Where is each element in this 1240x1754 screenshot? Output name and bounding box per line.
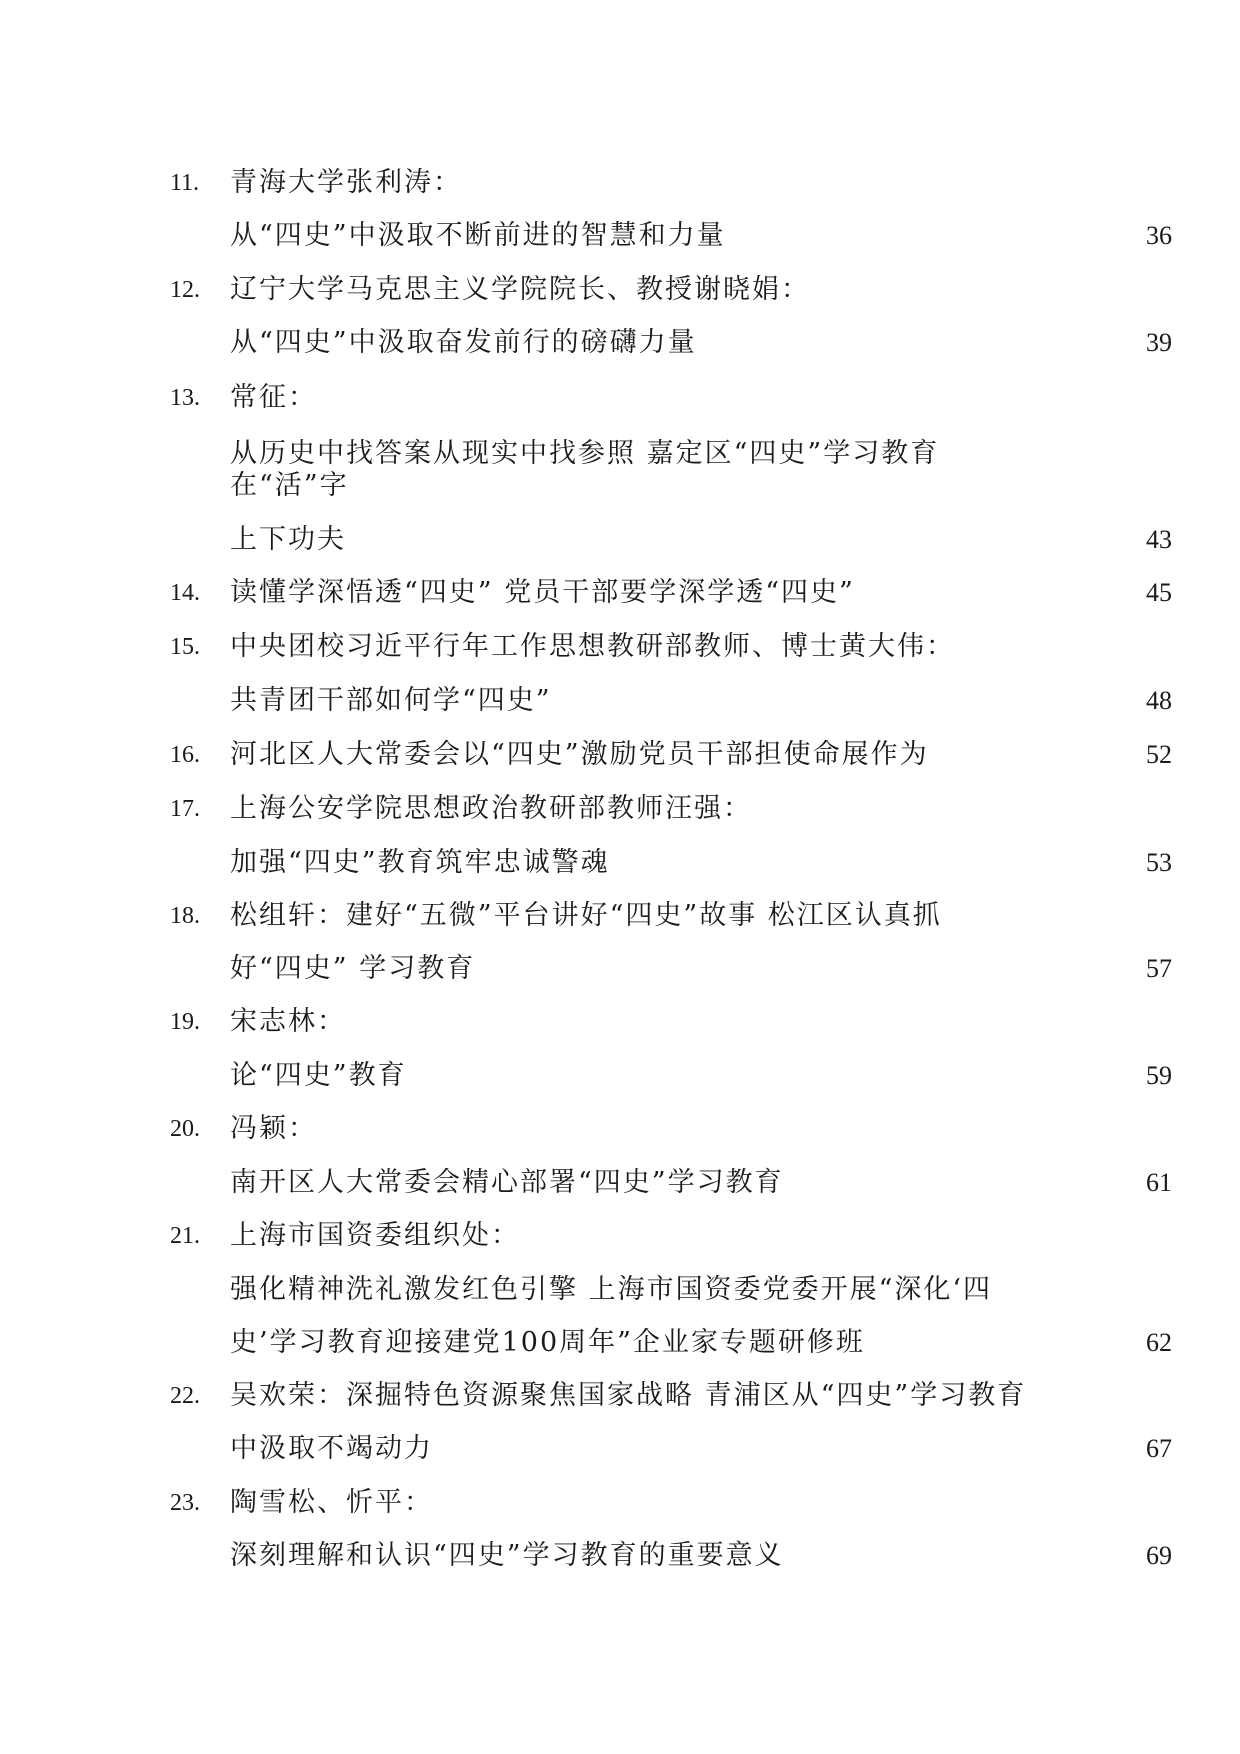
entry-title: 加强“四史”教育筑牢忠诚警魂 xyxy=(230,847,610,878)
entry-author: 常征： xyxy=(230,382,317,413)
entry-page-number: 59 xyxy=(1146,1061,1172,1090)
entry-title: 深刻理解和认识“四史”学习教育的重要意义 xyxy=(230,1540,784,1571)
entry-page-number: 48 xyxy=(1146,686,1172,715)
entry-number: 18. xyxy=(170,903,200,929)
entry-title: 吴欢荣：深掘特色资源聚焦国家战略 青浦区从“四史”学习教育 xyxy=(230,1380,1027,1411)
entry-title: 从“四史”中汲取奋发前行的磅礴力量 xyxy=(230,327,697,358)
entry-title: 河北区人大常委会以“四史”激励党员干部担使命展作为 xyxy=(230,739,929,770)
entry-page-number: 61 xyxy=(1146,1168,1172,1197)
entry-title-continued: 中汲取不竭动力 xyxy=(230,1433,433,1464)
entry-number: 21. xyxy=(170,1223,200,1249)
entry-number: 22. xyxy=(170,1383,200,1409)
entry-number: 12. xyxy=(170,277,200,303)
entry-author: 上海市国资委组织处： xyxy=(230,1220,520,1251)
entry-title-continued: 在“活”字 xyxy=(230,470,349,501)
entry-title: 读懂学深悟透“四史” 党员干部要学深学透“四史” xyxy=(230,577,855,608)
entry-number: 11. xyxy=(170,170,200,196)
entry-page-number: 43 xyxy=(1146,525,1172,554)
entry-title: 从历史中找答案从现实中找参照 嘉定区“四史”学习教育 xyxy=(230,438,940,469)
entry-page-number: 39 xyxy=(1146,328,1172,357)
entry-page-number: 53 xyxy=(1146,848,1172,877)
entry-page-number: 67 xyxy=(1146,1434,1172,1463)
entry-number: 16. xyxy=(170,742,200,768)
entry-page-number: 69 xyxy=(1146,1541,1172,1570)
entry-author: 陶雪松、忻平： xyxy=(230,1487,433,1518)
entry-number: 19. xyxy=(170,1009,200,1035)
entry-number: 15. xyxy=(170,634,200,660)
entry-number: 14. xyxy=(170,580,200,606)
entry-title: 共青团干部如何学“四史” xyxy=(230,685,552,716)
entry-page-number: 57 xyxy=(1146,954,1172,983)
entry-title-continued: 史’学习教育迎接建党100周年”企业家专题研修班 xyxy=(230,1327,865,1358)
entry-number: 20. xyxy=(170,1116,200,1142)
entry-page-number: 36 xyxy=(1146,221,1172,250)
entry-author: 上海公安学院思想政治教研部教师汪强： xyxy=(230,793,752,824)
entry-author: 青海大学张利涛： xyxy=(230,167,462,198)
entry-title: 松组轩：建好“五微”平台讲好“四史”故事 松江区认真抓 xyxy=(230,900,942,931)
entry-title: 南开区人大常委会精心部署“四史”学习教育 xyxy=(230,1167,784,1198)
entry-title: 从“四史”中汲取不断前进的智慧和力量 xyxy=(230,220,726,251)
entry-page-number: 52 xyxy=(1146,740,1172,769)
entry-title-continued: 好“四史” 学习教育 xyxy=(230,953,476,984)
entry-page-number: 45 xyxy=(1146,578,1172,607)
entry-number: 13. xyxy=(170,385,200,411)
entry-author: 宋志林： xyxy=(230,1006,346,1037)
entry-page-number: 62 xyxy=(1146,1328,1172,1357)
entry-title-continued: 上下功夫 xyxy=(230,524,346,555)
entry-number: 17. xyxy=(170,796,200,822)
entry-author: 辽宁大学马克思主义学院院长、教授谢晓娟： xyxy=(230,274,810,305)
entry-number: 23. xyxy=(170,1490,200,1516)
entry-title: 论“四史”教育 xyxy=(230,1060,407,1091)
entry-author: 中央团校习近平行年工作思想教研部教师、博士黄大伟： xyxy=(230,631,955,662)
entry-title: 强化精神洗礼激发红色引擎 上海市国资委党委开展“深化‘四 xyxy=(230,1274,992,1305)
entry-author: 冯颖： xyxy=(230,1113,317,1144)
